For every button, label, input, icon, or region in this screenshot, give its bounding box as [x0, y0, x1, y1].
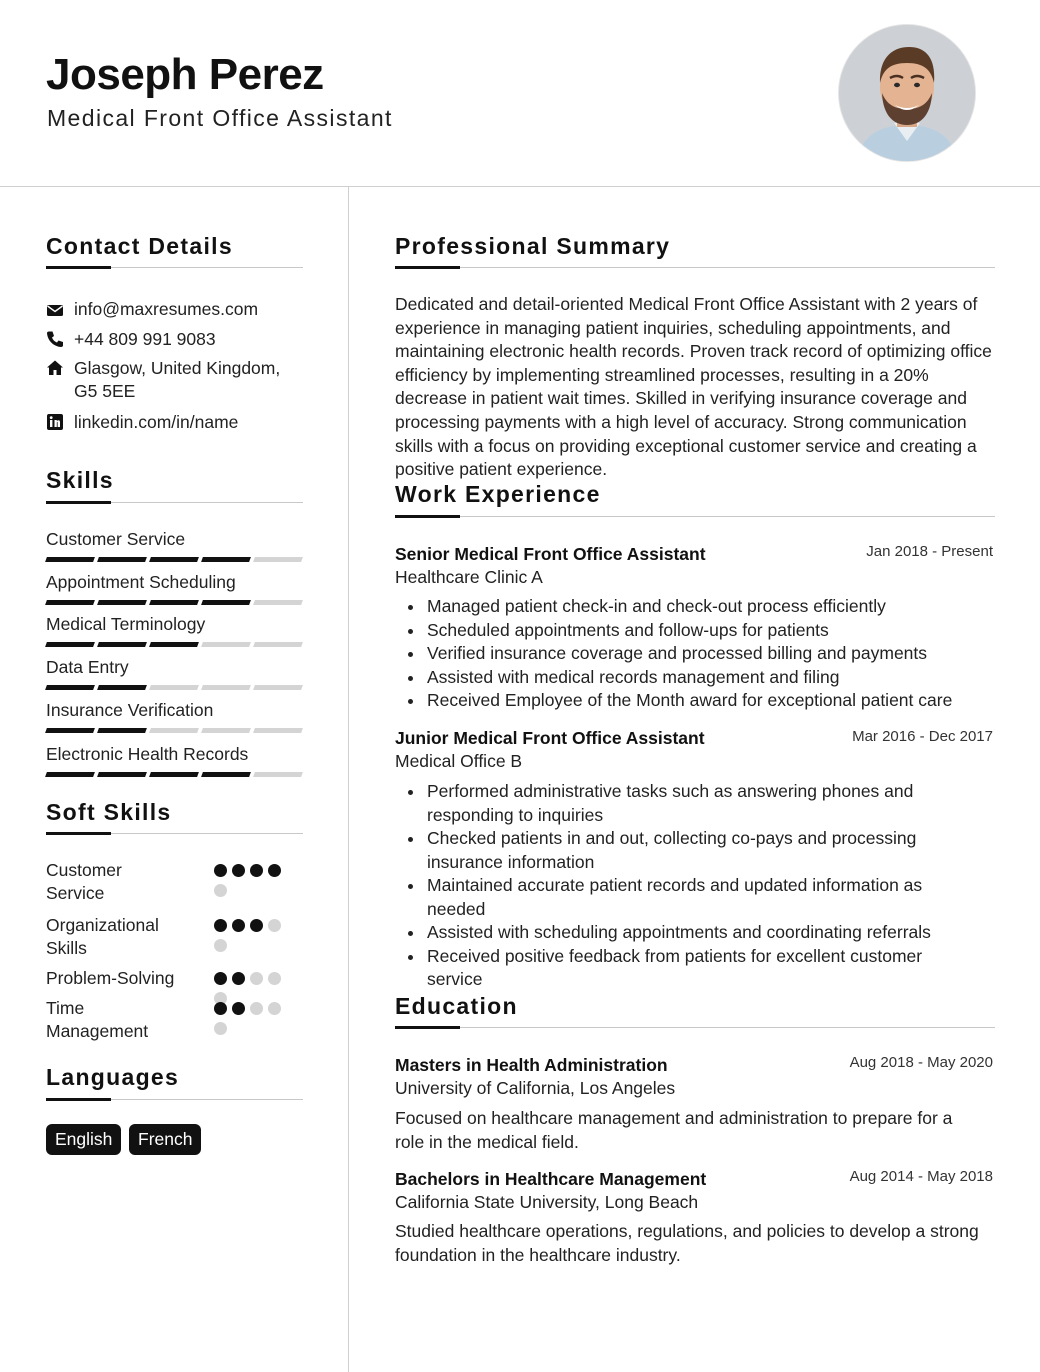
degree-date: Aug 2018 - May 2020	[849, 1054, 993, 1071]
skill-segment-filled	[97, 557, 147, 562]
soft-skill-name-line: Customer	[46, 860, 122, 880]
languages-heading-accent	[46, 1098, 111, 1101]
skill-level-bar	[46, 728, 302, 733]
soft-skill-rating	[214, 1002, 294, 1035]
rating-dot-filled	[214, 972, 227, 985]
job-bullet: Checked patients in and out, collecting co-pays and processing insurance information	[395, 827, 965, 874]
rating-dot-filled	[232, 864, 245, 877]
skill-segment-empty	[201, 728, 251, 733]
skill-segment-filled	[97, 600, 147, 605]
skill-segment-filled	[201, 557, 251, 562]
degree-date: Aug 2014 - May 2018	[849, 1168, 993, 1185]
soft-skill-name	[46, 967, 206, 990]
job-title: Senior Medical Front Office Assistant	[395, 544, 706, 564]
job-bullet: Performed administrative tasks such as answering phones and responding to inquiries	[395, 780, 965, 827]
degree-title: Bachelors in Healthcare Management	[395, 1169, 707, 1189]
skill-segment-filled	[45, 600, 95, 605]
rating-dot-filled	[232, 919, 245, 932]
phone-icon	[46, 330, 64, 348]
address-line-2: G5 5EE	[74, 381, 136, 401]
soft-skill-name-line: Time	[46, 998, 85, 1018]
skill-segment-empty	[201, 642, 251, 647]
skill-name: Medical Terminology	[46, 614, 206, 634]
job-organization: Healthcare Clinic A	[395, 567, 543, 587]
phone-text: +44 809 991 9083	[74, 329, 216, 349]
home-icon	[46, 359, 64, 377]
summary-heading-rule	[395, 267, 995, 268]
linkedin-text: linkedin.com/in/name	[74, 412, 239, 432]
job-bullets	[395, 780, 965, 992]
job-bullet: Assisted with scheduling appointments and coordinating referrals	[395, 921, 965, 945]
rating-dot-filled	[232, 972, 245, 985]
languages-heading: Languages	[46, 1064, 180, 1090]
candidate-name: Joseph Perez	[46, 50, 324, 99]
soft-skill-name	[46, 859, 206, 905]
skill-name: Insurance Verification	[46, 700, 214, 720]
skill-segment-empty	[201, 685, 251, 690]
job-bullets	[395, 595, 995, 713]
skill-segment-filled	[149, 772, 199, 777]
job-bullet: Assisted with medical records management and filing	[395, 666, 995, 690]
job-organization: Medical Office B	[395, 751, 523, 771]
job-bullet: Received positive feedback from patients for excellent customer service	[395, 945, 965, 992]
resume-header	[0, 0, 1040, 187]
soft-skill-name-line: Service	[46, 883, 105, 903]
rating-dot-filled	[214, 864, 227, 877]
skill-level-bar	[46, 600, 302, 605]
envelope-icon	[46, 301, 64, 319]
skill-segment-empty	[149, 685, 199, 690]
job-date: Mar 2016 - Dec 2017	[852, 728, 993, 745]
skill-segment-filled	[97, 772, 147, 777]
soft-skill-name	[46, 997, 206, 1043]
rating-dot-filled	[250, 919, 263, 932]
skill-segment-empty	[253, 685, 303, 690]
language-badge-english: English	[46, 1124, 121, 1155]
experience-heading-accent	[395, 515, 460, 518]
contact-email[interactable]	[46, 298, 306, 322]
skill-segment-empty	[253, 772, 303, 777]
education-description: Studied healthcare operations, regulations, and policies to develop a strong foundation in the healthcare industry.	[395, 1221, 979, 1265]
skill-level-bar	[46, 772, 302, 777]
skill-segment-filled	[97, 728, 147, 733]
skill-segment-filled	[45, 772, 95, 777]
soft-skills-heading: Soft Skills	[46, 799, 172, 825]
skill-segment-filled	[97, 685, 147, 690]
skill-name: Data Entry	[46, 657, 129, 677]
job-bullet: Managed patient check-in and check-out process efficiently	[395, 595, 995, 619]
contact-linkedin[interactable]	[46, 411, 306, 435]
skill-segment-filled	[201, 600, 251, 605]
soft-skill-name-line: Organizational	[46, 915, 159, 935]
skill-segment-filled	[45, 685, 95, 690]
skill-segment-filled	[149, 600, 199, 605]
education-heading: Education	[395, 993, 518, 1019]
rating-dot-empty	[250, 972, 263, 985]
email-text: info@maxresumes.com	[74, 299, 259, 319]
rating-dot-filled	[268, 864, 281, 877]
rating-dot-empty	[268, 1002, 281, 1015]
school-name: California State University, Long Beach	[395, 1192, 699, 1212]
contact-address	[46, 357, 306, 405]
avatar-illustration	[839, 25, 975, 161]
rating-dot-filled	[214, 1002, 227, 1015]
profile-photo	[838, 24, 976, 162]
skill-segment-filled	[149, 557, 199, 562]
skill-segment-empty	[253, 600, 303, 605]
language-badge-french: French	[129, 1124, 201, 1155]
job-bullet: Verified insurance coverage and processed billing and payments	[395, 642, 995, 666]
rating-dot-filled	[214, 919, 227, 932]
soft-skill-name-line: Skills	[46, 938, 87, 958]
soft-skill-rating	[214, 919, 294, 952]
rating-dot-filled	[232, 1002, 245, 1015]
soft-skill-name	[46, 914, 206, 960]
rating-dot-filled	[250, 864, 263, 877]
education-heading-accent	[395, 1026, 460, 1029]
skill-level-bar	[46, 642, 302, 647]
rating-dot-empty	[250, 1002, 263, 1015]
skill-segment-filled	[45, 642, 95, 647]
contact-heading-accent	[46, 266, 111, 269]
skills-heading-accent	[46, 501, 111, 504]
job-bullet: Scheduled appointments and follow-ups for patients	[395, 619, 995, 643]
contact-heading: Contact Details	[46, 233, 233, 259]
job-title: Junior Medical Front Office Assistant	[395, 728, 705, 748]
rating-dot-empty	[268, 972, 281, 985]
experience-heading-rule	[395, 516, 995, 517]
contact-phone[interactable]	[46, 328, 306, 352]
school-name: University of California, Los Angeles	[395, 1078, 676, 1098]
skill-segment-empty	[149, 728, 199, 733]
skill-segment-filled	[45, 728, 95, 733]
soft-skills-heading-accent	[46, 832, 111, 835]
summary-heading-accent	[395, 266, 460, 269]
skill-name: Electronic Health Records	[46, 744, 249, 764]
job-bullet: Received Employee of the Month award for exceptional patient care	[395, 689, 995, 713]
experience-heading: Work Experience	[395, 481, 601, 507]
degree-title: Masters in Health Administration	[395, 1055, 668, 1075]
skill-segment-empty	[253, 728, 303, 733]
rating-dot-empty	[268, 919, 281, 932]
skill-name: Appointment Scheduling	[46, 572, 236, 592]
skill-segment-filled	[201, 772, 251, 777]
address-line-1: Glasgow, United Kingdom,	[74, 358, 281, 378]
summary-text: Dedicated and detail-oriented Medical Front Office Assistant with 2 years of experience in managing patient inquiries, scheduling appointments, and maintaining electronic health records. Proven track record of optimizing office efficiency by implementing streamlined processes, resulting in a 20% decrease in patient wait times. Skilled in verifying insurance coverage and processing payments with a high level of accuracy. Strong communication skills with a focus on providing exceptional customer service and creating a positive patient experience.	[395, 294, 992, 480]
job-bullet: Maintained accurate patient records and updated information as needed	[395, 874, 965, 921]
skill-segment-filled	[45, 557, 95, 562]
soft-skill-rating	[214, 972, 294, 1005]
skills-heading: Skills	[46, 467, 114, 493]
job-date: Jan 2018 - Present	[866, 543, 993, 560]
skill-name: Customer Service	[46, 529, 186, 549]
summary-heading: Professional Summary	[395, 233, 671, 259]
skill-level-bar	[46, 557, 302, 562]
education-description: Focused on healthcare management and administration to prepare for a role in the medical field.	[395, 1108, 953, 1152]
rating-dot-empty	[214, 939, 227, 952]
candidate-title: Medical Front Office Assistant	[47, 105, 393, 131]
rating-dot-empty	[214, 884, 227, 897]
linkedin-icon	[46, 413, 64, 431]
skill-segment-filled	[97, 642, 147, 647]
rating-dot-empty	[214, 1022, 227, 1035]
skill-segment-empty	[253, 642, 303, 647]
skill-segment-filled	[149, 642, 199, 647]
skill-level-bar	[46, 685, 302, 690]
education-heading-rule	[395, 1027, 995, 1028]
soft-skill-name-line: Management	[46, 1021, 149, 1041]
column-divider	[348, 186, 349, 1372]
skill-segment-empty	[253, 557, 303, 562]
soft-skill-rating	[214, 864, 294, 897]
soft-skill-name-line: Problem-Solving	[46, 968, 175, 988]
